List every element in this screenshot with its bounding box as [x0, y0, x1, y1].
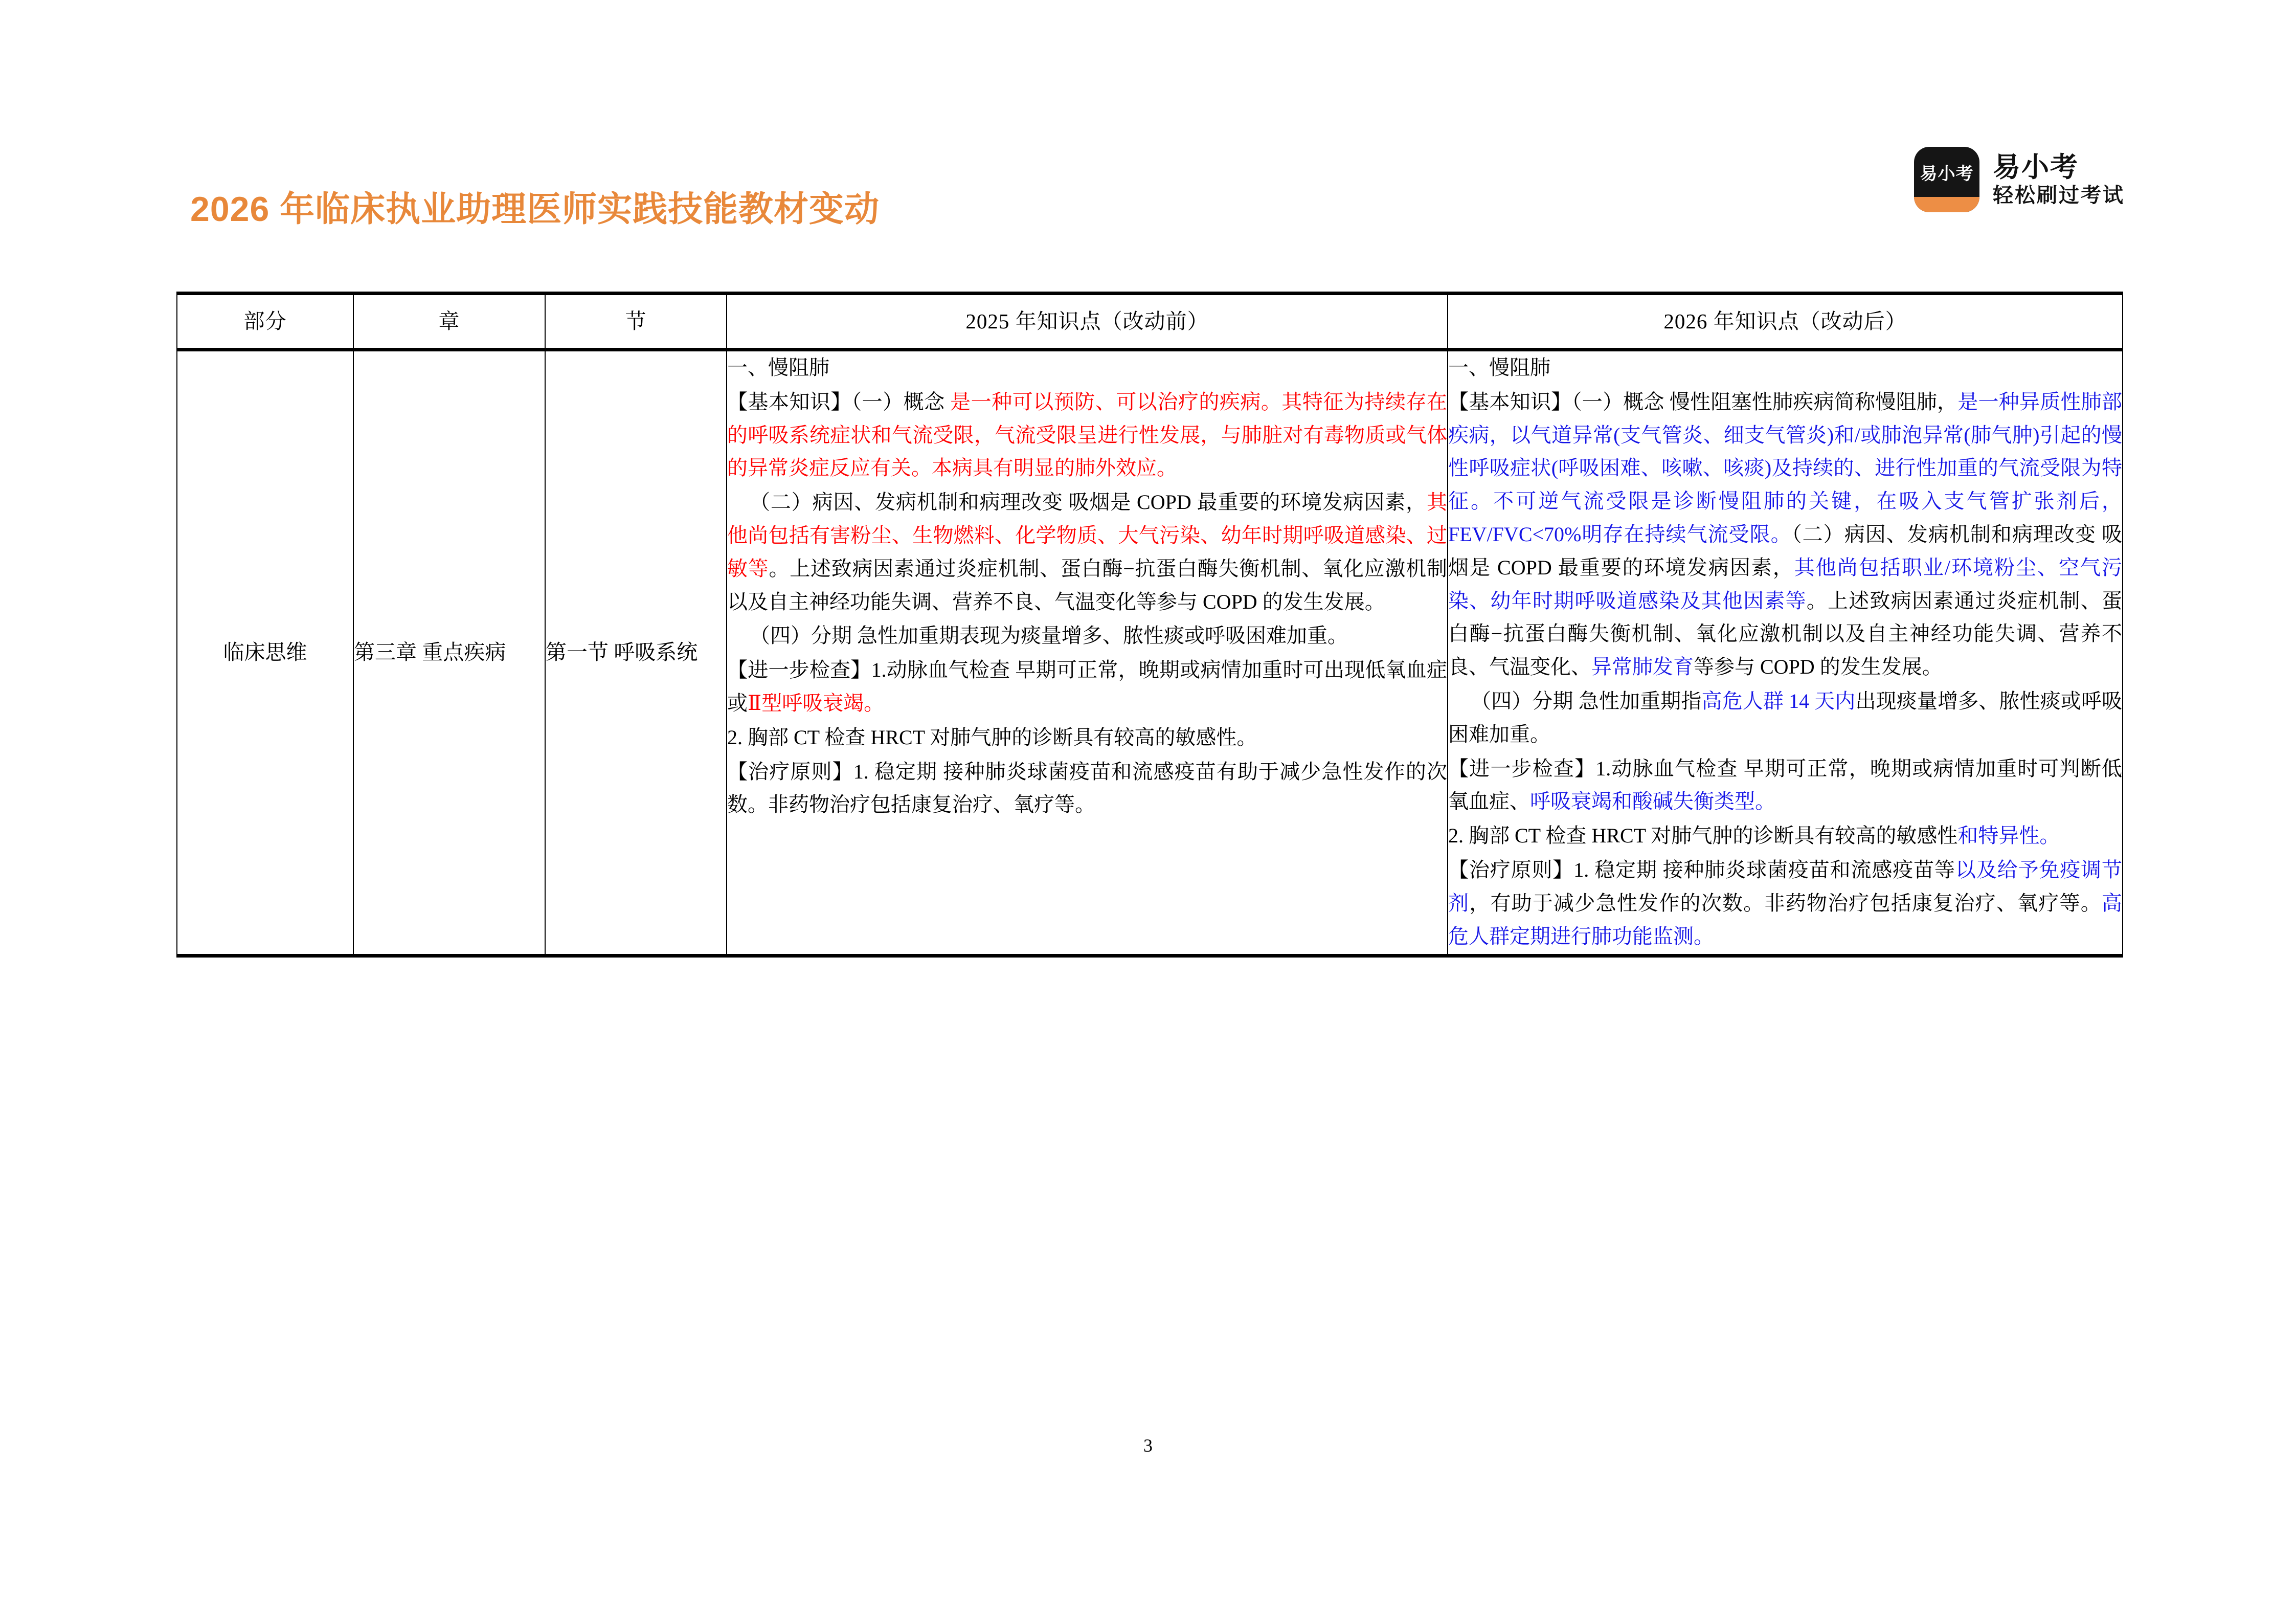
content-run: 等参与 COPD 的发生发展。	[1694, 655, 1943, 679]
content-run: 【进一步检查】1.动脉血气检查 早期可正常，晚期或病情加重时可判断低氧血症、	[1448, 757, 2122, 813]
content-run: 【基本知识】（一）概念 慢性阻塞性肺疾病简称慢阻肺，	[1448, 390, 1958, 413]
content-run: 是一种可以预防、可以治疗的疾病。其特征为持续存在的呼吸系统症状和气流受限，气流受限呈进行性发展，与肺脏对有毒物质或气体的异常炎症反应有关。本病具有明显的肺外效应。	[727, 390, 1447, 480]
table-header-row	[177, 294, 2123, 350]
content-run: 其他尚包括职业/环境粉尘、空气污染、幼年时期呼吸道感染及其他因素等	[1448, 555, 2122, 612]
cell-knowledge-2025	[727, 350, 1448, 956]
cell-section: 第一节 呼吸系统	[545, 350, 727, 956]
column-header-part: 部分	[177, 294, 353, 350]
content-run: 其他尚包括有害粉尘、生物燃料、化学物质、大气污染、幼年时期呼吸道感染、过敏等	[727, 491, 1447, 580]
content-run: 是一种异质性肺部疾病，以气道异常(支气管炎、细支气管炎)和/或肺泡异常(肺气肿)引起的慢性呼吸症状(呼吸困难、咳嗽、咳痰)及持续的、进行性加重的气流受限为特征。不可逆气流受限是诊断慢阻肺的关键，在吸入支气管扩张剂后，FEV/FVC<70%明存在持续气流受限。	[1448, 390, 2123, 546]
content-run: （四）分期 急性加重期指	[1471, 689, 1702, 713]
content-paragraph	[727, 619, 1447, 653]
content-paragraph	[1448, 819, 2122, 853]
table-body	[177, 350, 2123, 956]
table-header	[177, 294, 2123, 350]
content-run: 呼吸衰竭和酸碱失衡类型。	[1530, 790, 1775, 813]
content-run: 【治疗原则】1. 稳定期 接种肺炎球菌疫苗和流感疫苗有助于减少急性发作的次数。非药物治疗包括康复治疗、氧疗等。	[727, 760, 1447, 816]
brand-name: 易小考	[1993, 151, 2079, 183]
content-run: 异常肺发育	[1591, 655, 1694, 679]
content-run: 以及给予免疫调节剂	[1448, 858, 2122, 915]
content-run: 和特异性。	[1957, 824, 2060, 848]
content-paragraph	[727, 654, 1447, 720]
page-header	[0, 136, 2296, 263]
brand-mark-icon	[1914, 147, 1979, 212]
column-header-section: 节	[545, 294, 727, 350]
changes-table	[176, 292, 2123, 958]
content-paragraph	[727, 755, 1447, 822]
content-run: 。上述致病因素通过炎症机制、蛋白酶−抗蛋白酶失衡机制、氧化应激机制以及自主神经功能失调、营养不良、气温变化、	[1448, 589, 2123, 679]
content-run: 【基本知识】（一）概念	[727, 390, 951, 413]
page-number: 3	[1143, 1435, 1153, 1456]
column-header-knowledge-2025: 2025 年知识点（改动前）	[727, 294, 1448, 350]
content-run: （二）病因、发病机制和病理改变 吸烟是 COPD 最重要的环境发病因素，	[1448, 522, 2123, 579]
content-paragraph	[727, 386, 1447, 485]
page-title: 2026 年临床执业助理医师实践技能教材变动	[190, 190, 880, 229]
cell-chapter: 第三章 重点疾病	[353, 350, 545, 956]
content-run: 高危人群定期进行肺功能监测。	[1448, 891, 2123, 948]
brand-text-block	[1993, 153, 2125, 207]
cell-knowledge-2026	[1448, 350, 2123, 956]
content-run: 一、慢阻肺	[1448, 356, 1550, 379]
brand-logo	[1914, 147, 2125, 212]
content-paragraph	[1448, 351, 2122, 385]
content-run: 2. 胸部 CT 检查 HRCT 对肺气肿的诊断具有较高的敏感性	[1448, 824, 1958, 848]
column-header-chapter: 章	[353, 294, 545, 350]
content-run: 。上述致病因素通过炎症机制、蛋白酶−抗蛋白酶失衡机制、氧化应激机制以及自主神经功能失调、营养不良、气温变化等参与 COPD 的发生发展。	[727, 557, 1447, 613]
content-paragraph	[1448, 854, 2122, 953]
content-paragraph	[1448, 685, 2122, 751]
content-paragraph	[1448, 386, 2122, 684]
content-paragraph	[727, 351, 1447, 385]
table-row	[177, 350, 2123, 956]
content-run: （二）病因、发病机制和病理改变 吸烟是 COPD 最重要的环境发病因素，	[750, 491, 1427, 514]
content-run: 【进一步检查】1.动脉血气检查 早期可正常，晚期或病情加重时可出现低氧血症或	[727, 658, 1447, 715]
brand-mark-text: 易小考	[1920, 164, 1974, 184]
brand-tagline: 轻松刷过考试	[1993, 184, 2125, 207]
column-header-knowledge-2026: 2026 年知识点（改动后）	[1448, 294, 2123, 350]
cell-part: 临床思维	[177, 350, 353, 956]
brand-mark-stripe	[1914, 197, 1979, 212]
content-run: 高危人群 14 天内	[1701, 689, 1856, 713]
content-run: 【治疗原则】1. 稳定期 接种肺炎球菌疫苗和流感疫苗等	[1448, 858, 1955, 881]
content-run: （四）分期 急性加重期表现为痰量增多、脓性痰或呼吸困难加重。	[750, 624, 1348, 648]
content-run: 一、慢阻肺	[727, 356, 829, 379]
content-run: ，有助于减少急性发作的次数。非药物治疗包括康复治疗、氧疗等。	[1469, 891, 2102, 915]
content-paragraph	[1448, 752, 2122, 819]
content-run: 出现痰量增多、脓性痰或呼吸困难加重。	[1448, 689, 2122, 746]
content-paragraph	[727, 486, 1447, 618]
changes-table-container	[176, 292, 2122, 958]
content-paragraph	[727, 721, 1447, 754]
content-run: Ⅱ型呼吸衰竭。	[748, 691, 885, 715]
content-run: 2. 胸部 CT 检查 HRCT 对肺气肿的诊断具有较高的敏感性。	[727, 725, 1257, 749]
